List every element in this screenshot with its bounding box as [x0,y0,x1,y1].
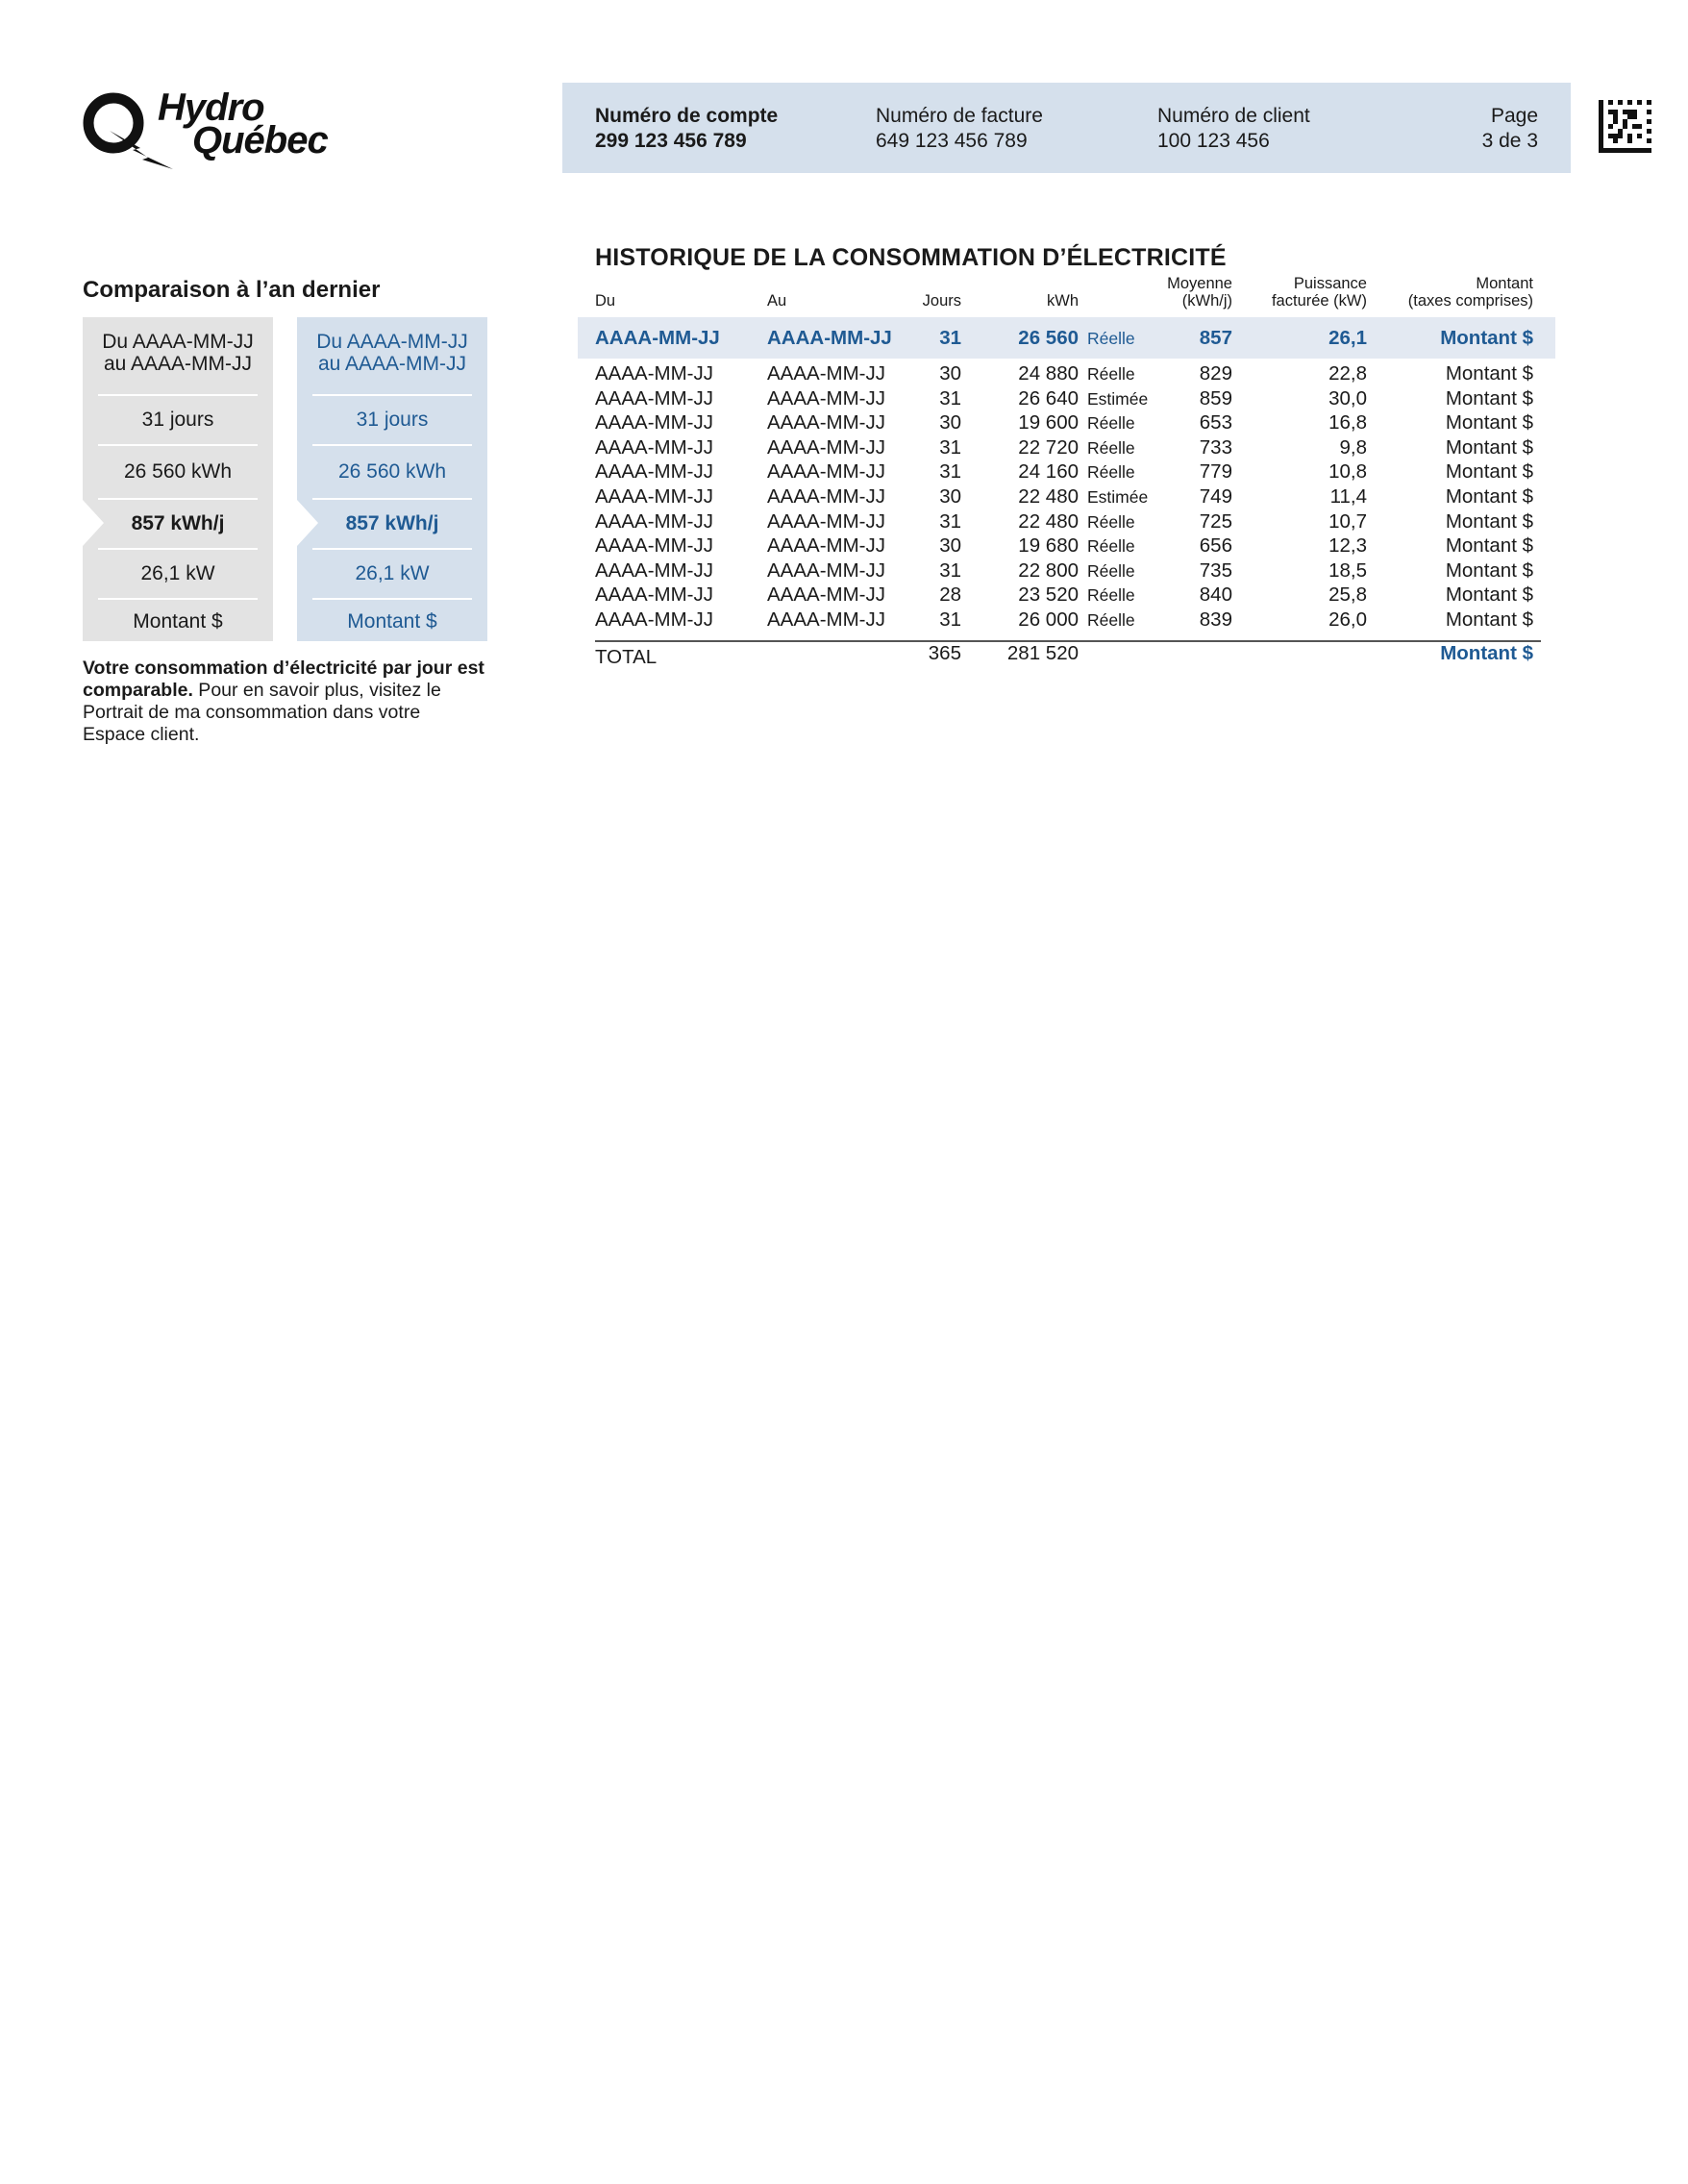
row-power: 11,4 [1329,485,1367,508]
row-days: 30 [939,362,961,385]
previous-amount: Montant $ [98,598,258,643]
row-avg: 840 [1199,583,1232,607]
row-type: Réelle [1087,462,1135,483]
table-row [0,361,1688,386]
row-type: Réelle [1087,364,1135,384]
current-row-kwh: 26 560 [1018,327,1079,349]
row-from: AAAA-MM-JJ [595,435,713,459]
col-header-avg-line1: Moyenne [1167,275,1232,292]
row-avg: 749 [1199,485,1232,508]
row-from: AAAA-MM-JJ [595,386,713,410]
row-avg: 725 [1199,509,1232,533]
invoice-number-label: Numéro de facture [876,105,1043,127]
row-from: AAAA-MM-JJ [595,460,713,484]
row-avg: 839 [1199,608,1232,631]
row-avg: 735 [1199,558,1232,582]
row-power: 26,0 [1328,608,1367,631]
col-header-amount-line1: Montant [1476,275,1533,292]
row-from: AAAA-MM-JJ [595,362,713,385]
comparison-note [83,658,486,746]
col-header-days: Jours [922,292,961,310]
row-amount: Montant $ [1445,509,1533,533]
row-type: Réelle [1087,413,1135,434]
history-title: HISTORIQUE DE LA CONSOMMATION D’ÉLECTRICITÉ [595,244,1227,271]
row-to: AAAA-MM-JJ [767,435,885,459]
client-number-label: Numéro de client [1157,105,1310,127]
total-amount: Montant $ [1440,642,1533,664]
col-header-power-line2: facturée (kW) [1271,292,1367,310]
col-header-power [1250,275,1367,310]
row-avg: 733 [1199,435,1232,459]
row-days: 30 [939,485,961,508]
logo-line-1: Hydro [158,87,264,129]
row-kwh: 22 800 [1018,558,1079,582]
row-days: 31 [939,386,961,410]
col-header-kwh: kWh [1047,292,1079,310]
previous-period-to: au AAAA-MM-JJ [103,353,253,375]
current-power: 26,1 kW [312,548,472,598]
previous-days: 31 jours [98,394,258,444]
table-row [0,386,1688,411]
row-amount: Montant $ [1445,435,1533,459]
row-avg: 779 [1199,460,1232,484]
row-power: 12,3 [1328,534,1367,558]
table-row [0,410,1688,435]
account-number-label: Numéro de compte [595,105,779,127]
row-amount: Montant $ [1445,460,1533,484]
row-amount: Montant $ [1445,411,1533,434]
row-kwh: 22 480 [1018,509,1079,533]
current-row-type: Réelle [1087,329,1135,348]
row-to: AAAA-MM-JJ [767,386,885,410]
row-days: 31 [939,509,961,533]
row-to: AAAA-MM-JJ [767,485,885,508]
page-label: Page [1490,105,1538,127]
current-days: 31 jours [312,394,472,444]
current-period-from: Du AAAA-MM-JJ [316,331,468,353]
total-kwh: 281 520 [1006,642,1079,664]
col-header-to: Au [767,292,787,310]
col-header-amount-line2: (taxes comprises) [1407,292,1533,310]
row-type: Réelle [1087,560,1135,581]
row-from: AAAA-MM-JJ [595,583,713,607]
account-number-block [595,104,778,154]
hydro-quebec-logo [81,88,331,173]
invoice-number-block [876,104,1043,154]
current-row-from: AAAA-MM-JJ [595,327,720,349]
row-amount: Montant $ [1445,485,1533,508]
row-amount: Montant $ [1445,558,1533,582]
row-amount: Montant $ [1445,362,1533,385]
row-to: AAAA-MM-JJ [767,460,885,484]
row-kwh: 26 640 [1018,386,1079,410]
row-power: 9,8 [1339,435,1367,459]
row-to: AAAA-MM-JJ [767,583,885,607]
current-row-amount: Montant $ [1440,327,1533,349]
col-header-avg [1115,275,1232,310]
col-header-power-line1: Puissance [1293,275,1367,292]
logo-line-2: Québec [192,119,328,161]
row-days: 28 [939,583,961,607]
row-days: 31 [939,558,961,582]
current-period-to: au AAAA-MM-JJ [317,353,467,375]
previous-period-from: Du AAAA-MM-JJ [102,331,254,353]
table-row [0,534,1688,558]
col-header-avg-line2: (kWh/j) [1181,292,1232,310]
row-to: AAAA-MM-JJ [767,411,885,434]
row-kwh: 26 000 [1018,608,1079,631]
row-to: AAAA-MM-JJ [767,362,885,385]
row-from: AAAA-MM-JJ [595,411,713,434]
row-type: Réelle [1087,585,1135,606]
row-type: Estimée [1087,487,1149,507]
row-days: 31 [939,608,961,631]
row-kwh: 24 160 [1018,460,1079,484]
row-to: AAAA-MM-JJ [767,558,885,582]
col-header-from: Du [595,292,616,310]
table-row [0,608,1688,633]
row-power: 16,8 [1328,411,1367,434]
previous-power: 26,1 kW [98,548,258,598]
row-avg: 829 [1199,362,1232,385]
row-kwh: 24 880 [1018,362,1079,385]
row-kwh: 23 520 [1018,583,1079,607]
row-avg: 859 [1199,386,1232,410]
row-from: AAAA-MM-JJ [595,509,713,533]
current-row-power: 26,1 [1328,327,1367,349]
table-row [0,484,1688,509]
table-row [0,435,1688,460]
row-power: 10,8 [1328,460,1367,484]
current-period-row [0,326,1688,351]
comparison-note-text: Pour en savoir plus, visitez le Portrait de ma consommation dans votre Espace client. [83,680,441,745]
table-row [0,509,1688,534]
row-from: AAAA-MM-JJ [595,485,713,508]
row-amount: Montant $ [1445,583,1533,607]
account-number-value: 299 123 456 789 [595,130,747,152]
table-row [0,583,1688,608]
row-from: AAAA-MM-JJ [595,608,713,631]
comparison-title: Comparaison à l’an dernier [83,277,381,303]
row-amount: Montant $ [1445,534,1533,558]
account-header-band [562,83,1571,173]
row-type: Estimée [1087,388,1149,409]
row-to: AAAA-MM-JJ [767,608,885,631]
row-amount: Montant $ [1445,608,1533,631]
comparison-note-bold: Votre consommation d’électricité par jour est comparable. [83,658,484,701]
row-days: 30 [939,534,961,558]
current-row-days: 31 [939,327,961,349]
current-amount: Montant $ [312,598,472,643]
invoice-number-value: 649 123 456 789 [876,130,1028,152]
row-type: Réelle [1087,536,1135,557]
current-row-to: AAAA-MM-JJ [767,327,892,349]
row-to: AAAA-MM-JJ [767,534,885,558]
total-row [0,642,1688,670]
client-number-value: 100 123 456 [1157,130,1270,152]
row-amount: Montant $ [1445,386,1533,410]
row-type: Réelle [1087,610,1135,630]
client-number-block [1157,104,1310,154]
row-kwh: 22 480 [1018,485,1079,508]
row-power: 30,0 [1328,386,1367,410]
col-header-amount [1375,275,1533,310]
row-power: 10,7 [1328,509,1367,533]
row-from: AAAA-MM-JJ [595,534,713,558]
row-power: 22,8 [1328,362,1367,385]
row-type: Réelle [1087,511,1135,532]
previous-avg: 857 kWh/j [98,498,258,548]
row-avg: 656 [1199,534,1232,558]
datamatrix-code-icon [1599,100,1651,153]
total-days: 365 [928,642,961,664]
row-kwh: 19 600 [1018,411,1079,434]
current-kwh: 26 560 kWh [312,444,472,498]
row-days: 30 [939,411,961,434]
table-row [0,558,1688,583]
row-power: 18,5 [1328,558,1367,582]
page-value: 3 de 3 [1481,130,1538,152]
row-type: Réelle [1087,437,1135,458]
page-block [1482,104,1538,154]
row-kwh: 22 720 [1018,435,1079,459]
row-from: AAAA-MM-JJ [595,558,713,582]
row-power: 25,8 [1328,583,1367,607]
row-to: AAAA-MM-JJ [767,509,885,533]
row-days: 31 [939,435,961,459]
row-avg: 653 [1199,411,1232,434]
row-days: 31 [939,460,961,484]
current-avg: 857 kWh/j [312,498,472,548]
table-row [0,459,1688,484]
row-kwh: 19 680 [1018,534,1079,558]
previous-kwh: 26 560 kWh [98,444,258,498]
current-row-avg: 857 [1199,327,1232,349]
total-label: TOTAL [595,646,658,668]
